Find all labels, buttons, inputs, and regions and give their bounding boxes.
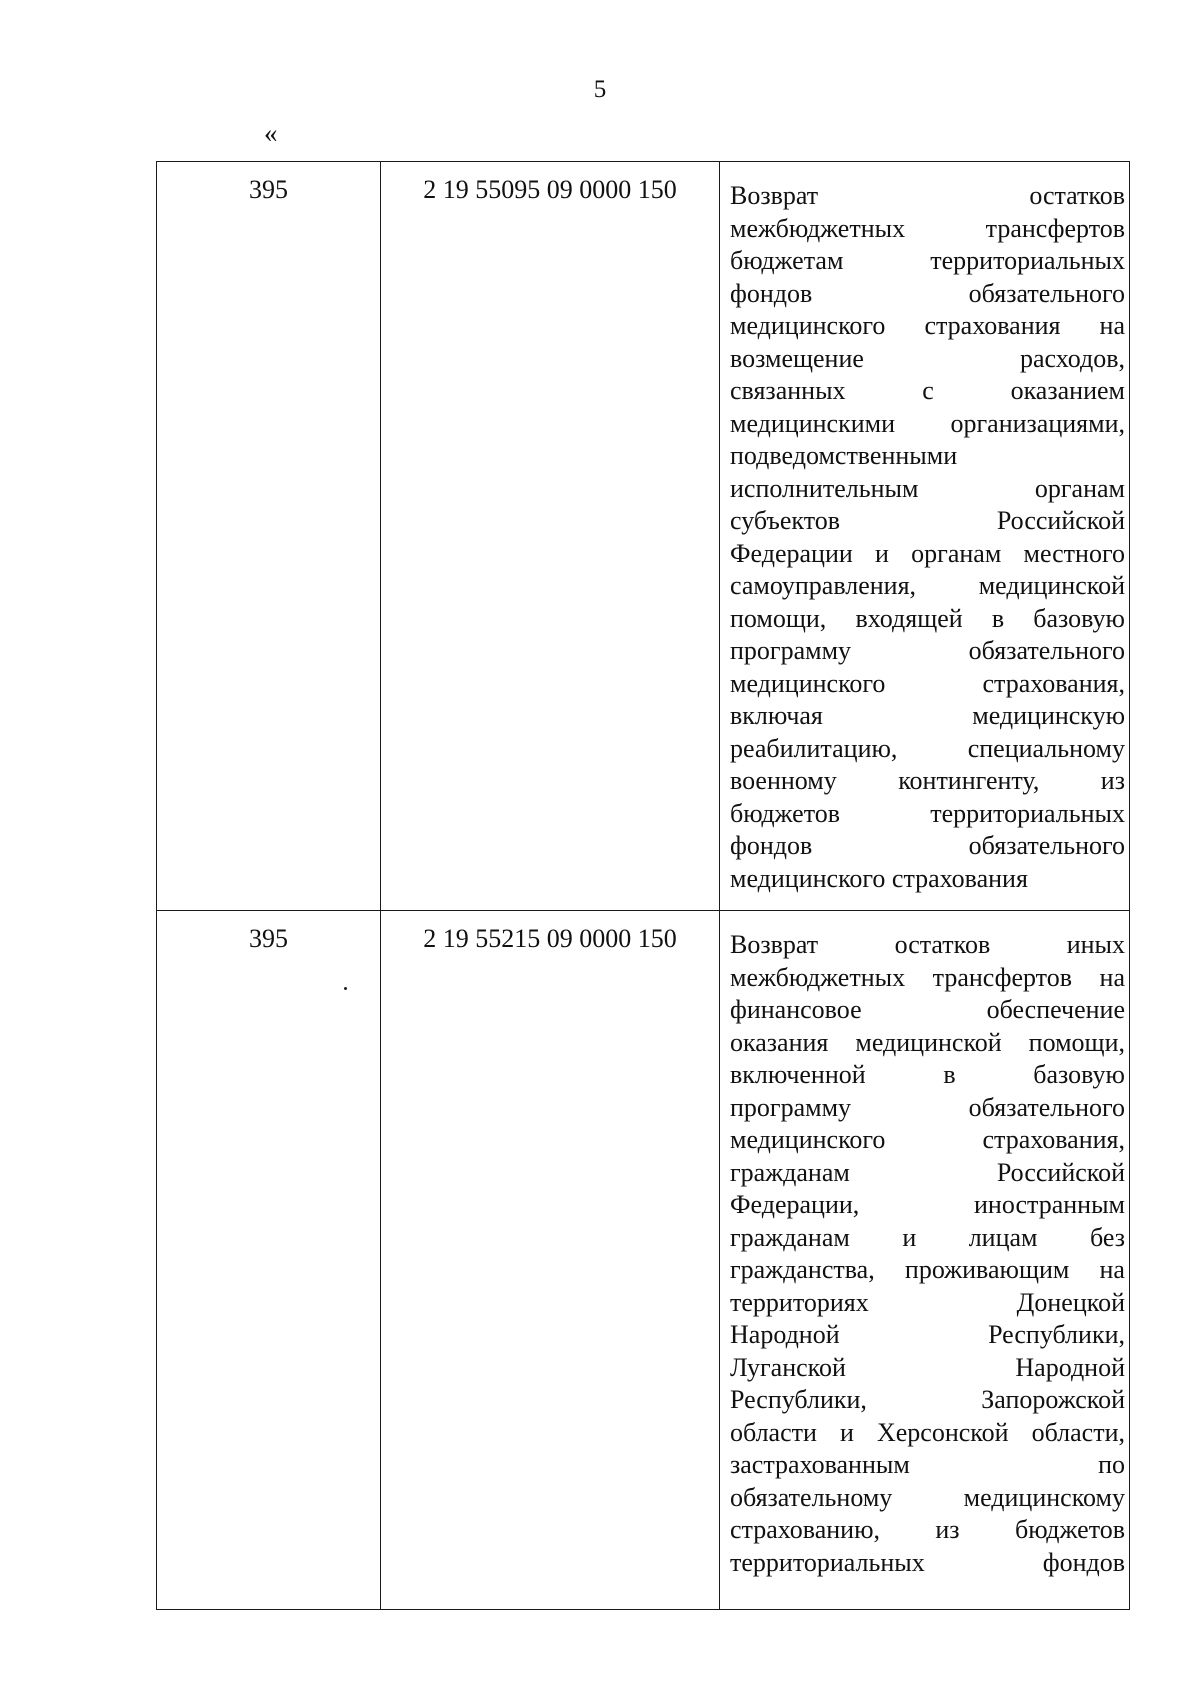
description-word: субъектов xyxy=(730,506,841,535)
description-word: базовую xyxy=(1033,603,1125,633)
description-word: органам xyxy=(911,538,1002,568)
description-word: обязательному xyxy=(730,1482,893,1512)
description-word: гражданства, xyxy=(730,1255,875,1284)
description-line xyxy=(730,700,1125,733)
description-word: межбюджетных xyxy=(730,962,906,992)
description-word: оказанием xyxy=(1010,376,1125,405)
description-word: медицинского xyxy=(730,311,886,340)
description-word: трансфертов xyxy=(985,213,1125,243)
description-word: Народной xyxy=(730,1320,840,1349)
description-word: органам xyxy=(1034,473,1125,503)
description-word: и xyxy=(875,538,889,568)
description-line xyxy=(730,213,1125,246)
budget-code-table xyxy=(156,161,1130,1610)
description-word: из xyxy=(935,1515,960,1544)
description-word: Российской xyxy=(996,1157,1125,1187)
description-word: медицинского страхования xyxy=(730,863,1028,893)
description-line xyxy=(730,440,1125,473)
description-line xyxy=(730,863,1125,896)
description-line xyxy=(730,1092,1125,1125)
description-word: обязательного xyxy=(968,278,1125,308)
description-word: оказания xyxy=(730,1027,829,1057)
description-word: трансфертов xyxy=(932,962,1072,992)
description-word: бюджетам xyxy=(730,246,844,275)
description-line xyxy=(730,245,1125,278)
description-word: связанных xyxy=(730,376,846,405)
description-word: Федерации, xyxy=(730,1190,860,1219)
description-word: бюджетов xyxy=(1014,1515,1125,1544)
description-line xyxy=(730,343,1125,376)
description-word: медицинской xyxy=(855,1027,1002,1057)
description-line xyxy=(730,1254,1125,1287)
description-word: территориях xyxy=(730,1287,869,1317)
description-cell xyxy=(720,162,1130,911)
description-line xyxy=(730,473,1125,506)
description-word: Луганской xyxy=(730,1352,846,1382)
description-line xyxy=(730,733,1125,766)
description-line xyxy=(730,635,1125,668)
admin-code-cell: 395 xyxy=(157,162,381,911)
description-word: страхования xyxy=(924,311,1061,340)
description-line xyxy=(730,570,1125,603)
description-line xyxy=(730,994,1125,1027)
description-word: Республики, xyxy=(988,1320,1125,1349)
budget-code-cell: 2 19 55215 09 0000 150 xyxy=(381,911,720,1610)
description-word: обязательного xyxy=(968,636,1125,665)
description-word: Возврат xyxy=(730,930,819,959)
description-word: фондов xyxy=(1042,1547,1125,1577)
description-line xyxy=(730,765,1125,798)
description-word: Запорожской xyxy=(981,1385,1125,1414)
description-word: медицинскую xyxy=(972,701,1125,730)
description-word: медицинскому xyxy=(963,1482,1125,1512)
description-word: фондов xyxy=(730,831,813,860)
description-word: входящей xyxy=(855,603,963,633)
description-word: остатков xyxy=(1029,181,1125,210)
page-number: 5 xyxy=(593,76,607,103)
description-line xyxy=(730,1189,1125,1222)
description-line xyxy=(730,1384,1125,1417)
description-word: Херсонской xyxy=(876,1417,1009,1447)
description-word: реабилитацию, xyxy=(730,733,898,763)
description-word: по xyxy=(1098,1450,1125,1479)
description-word: Российской xyxy=(996,506,1125,535)
description-word: области, xyxy=(1031,1417,1125,1447)
description-word: застрахованным xyxy=(730,1450,910,1479)
admin-code-cell: 395 xyxy=(157,911,381,1610)
description-word: в xyxy=(943,1060,956,1089)
description-word: и xyxy=(839,1417,854,1447)
description-word: фондов xyxy=(730,278,813,308)
description-line xyxy=(730,1352,1125,1385)
description-line xyxy=(730,180,1125,213)
table-row xyxy=(157,911,1130,1610)
description-word: страхования, xyxy=(982,1125,1125,1154)
description-word: из xyxy=(1100,766,1125,795)
description-word: обязательного xyxy=(968,831,1125,860)
description-word: без xyxy=(1089,1222,1125,1252)
description-word: территориальных xyxy=(730,1547,925,1577)
description-word: специальному xyxy=(967,733,1125,763)
budget-code-cell: 2 19 55095 09 0000 150 xyxy=(381,162,720,911)
description-word: гражданам xyxy=(730,1222,850,1252)
description-line xyxy=(730,1124,1125,1157)
description-word: программу xyxy=(730,636,852,665)
description-line xyxy=(730,375,1125,408)
description-word: и xyxy=(902,1222,917,1252)
description-word: иных xyxy=(1066,930,1125,959)
description-word: в xyxy=(991,603,1005,633)
description-word: самоуправления, xyxy=(730,571,917,600)
description-word: Донецкой xyxy=(1016,1287,1125,1317)
description-line xyxy=(730,962,1125,995)
description-line xyxy=(730,1287,1125,1320)
description-word: иностранным xyxy=(974,1190,1125,1219)
description-word: на xyxy=(1099,962,1125,992)
description-word: территориальных xyxy=(930,246,1125,275)
description-word: возмещение xyxy=(730,343,864,373)
description-word: гражданам xyxy=(730,1157,850,1187)
table-row xyxy=(157,162,1130,911)
description-word: подведомственными xyxy=(730,441,958,470)
description-word: помощи, xyxy=(730,603,827,633)
description-word: исполнительным xyxy=(730,473,919,503)
description-line xyxy=(730,1417,1125,1450)
description-line xyxy=(730,830,1125,863)
description-line xyxy=(730,505,1125,538)
description-word: медицинскими xyxy=(730,408,895,438)
description-line xyxy=(730,929,1125,962)
description-word: на xyxy=(1099,311,1125,340)
description-word: местного xyxy=(1023,538,1125,568)
description-cell xyxy=(720,911,1130,1610)
description-word: помощи, xyxy=(1028,1027,1125,1057)
description-word: расходов, xyxy=(1019,343,1125,373)
description-line xyxy=(730,1514,1125,1547)
description-line xyxy=(730,1157,1125,1190)
description-line xyxy=(730,603,1125,636)
description-word: лицам xyxy=(968,1222,1038,1252)
description-line xyxy=(730,1482,1125,1515)
description-word: Возврат xyxy=(730,181,819,210)
description-line xyxy=(730,798,1125,831)
description-word: страхованию, xyxy=(730,1515,880,1544)
description-word: обеспечение xyxy=(986,995,1125,1024)
description-line xyxy=(730,278,1125,311)
description-word: межбюджетных xyxy=(730,213,906,243)
description-word: обязательного xyxy=(968,1092,1125,1122)
description-word: проживающим xyxy=(904,1255,1070,1284)
description-word: медицинского xyxy=(730,668,886,698)
description-word: военному xyxy=(730,766,837,795)
description-word: включая xyxy=(730,701,823,730)
description-line xyxy=(730,1059,1125,1092)
description-word: на xyxy=(1099,1255,1125,1284)
description-line xyxy=(730,1449,1125,1482)
description-word: области xyxy=(730,1417,817,1447)
description-word: Федерации xyxy=(730,538,853,568)
description-line xyxy=(730,1547,1125,1580)
description-word: территориальных xyxy=(930,798,1125,828)
description-line xyxy=(730,1027,1125,1060)
description-word: программу xyxy=(730,1092,852,1122)
description-word: финансовое xyxy=(730,995,862,1024)
description-word: включенной xyxy=(730,1060,866,1089)
description-word: контингенту, xyxy=(898,766,1040,795)
description-word: медицинского xyxy=(730,1125,886,1154)
description-line xyxy=(730,538,1125,571)
description-line xyxy=(730,1222,1125,1255)
description-line xyxy=(730,668,1125,701)
description-word: остатков xyxy=(894,930,991,959)
description-word: Республики, xyxy=(730,1385,867,1414)
description-word: бюджетов xyxy=(730,798,841,828)
description-line xyxy=(730,310,1125,343)
description-word: базовую xyxy=(1033,1060,1125,1089)
description-word: страхования, xyxy=(982,668,1125,698)
description-word: Народной xyxy=(1015,1352,1125,1382)
description-line xyxy=(730,1319,1125,1352)
opening-quote-mark: « xyxy=(264,118,278,148)
description-word: медицинской xyxy=(978,571,1125,600)
description-word: с xyxy=(922,376,934,405)
description-word: организациями, xyxy=(950,408,1125,438)
description-line xyxy=(730,408,1125,441)
